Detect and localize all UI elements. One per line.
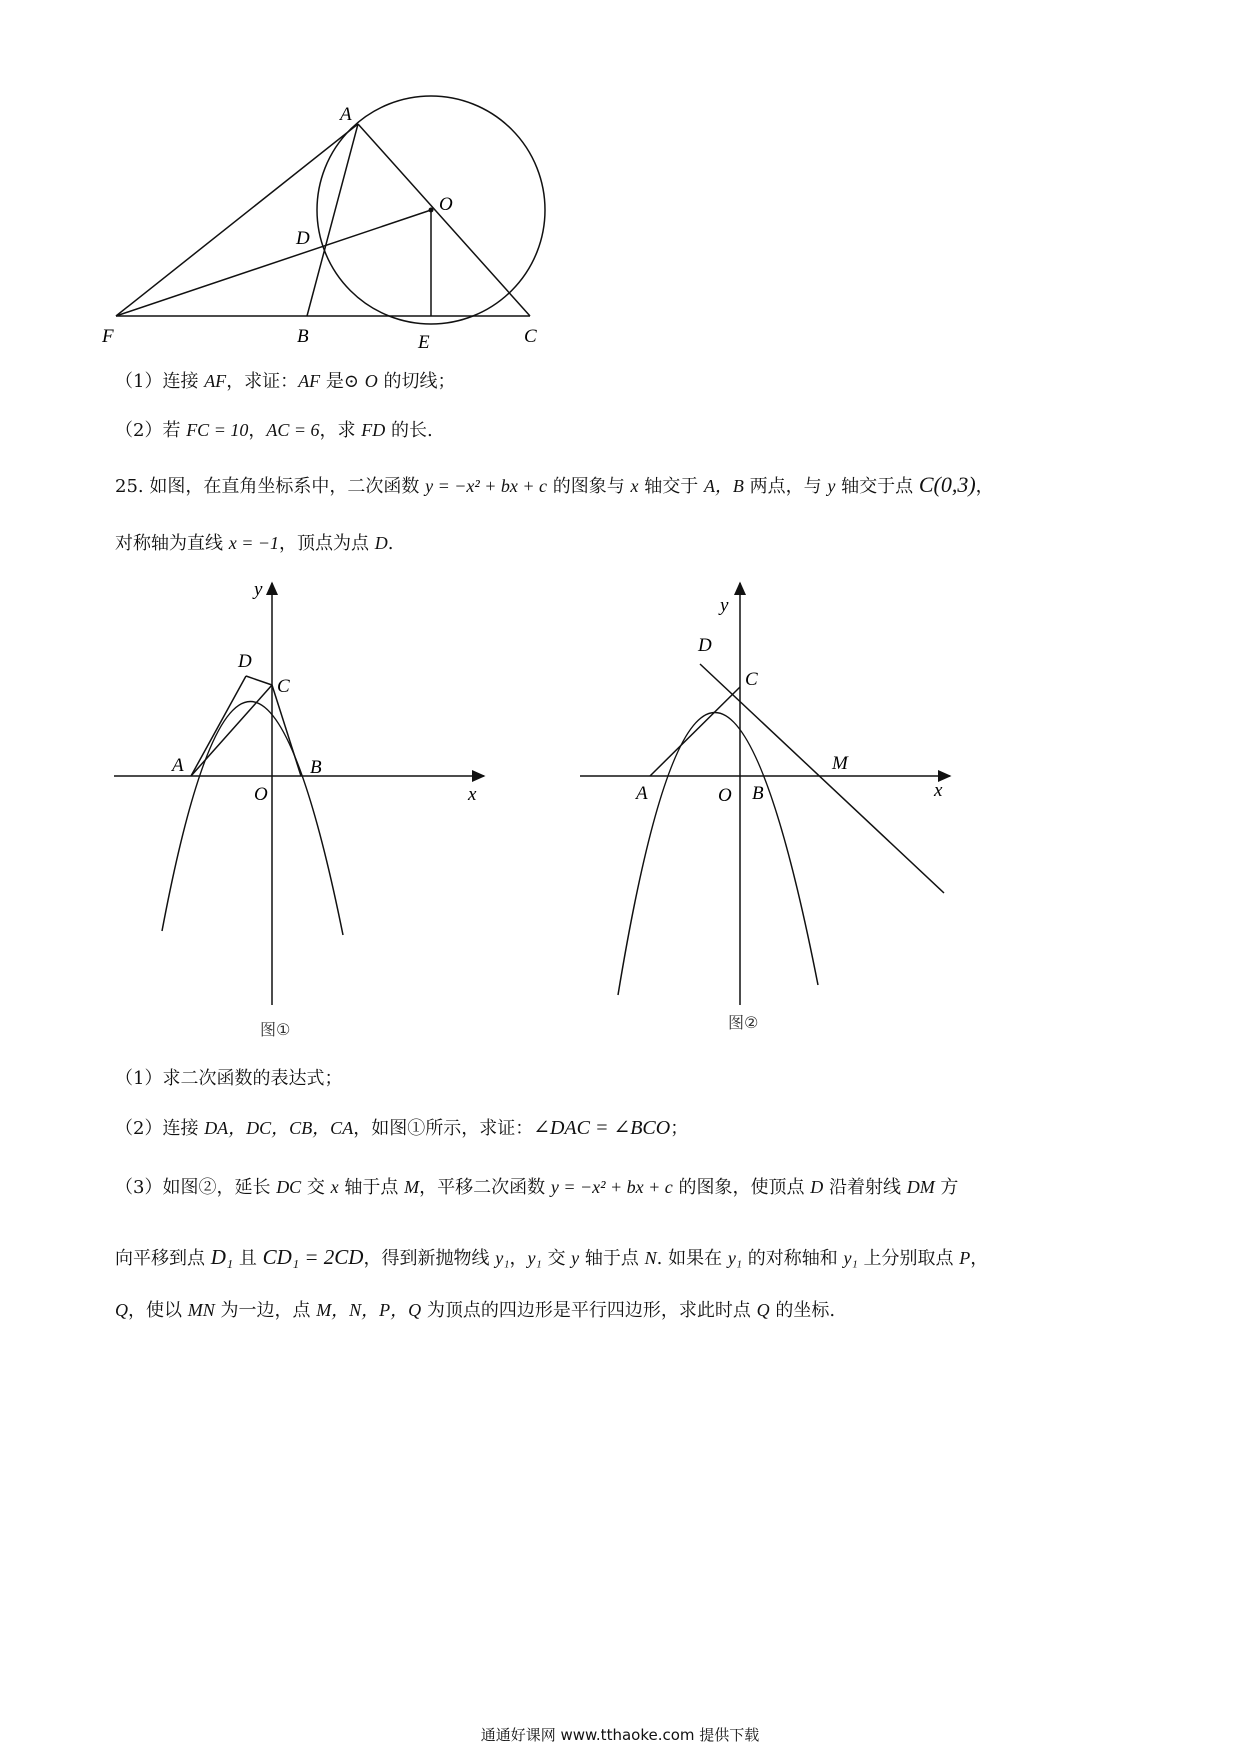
math: y₁ [727,1248,743,1268]
text: 的图象与 [547,476,631,497]
text: 的对称轴和 [742,1248,844,1269]
fig1-label-d: D [238,651,252,672]
text: ，平移二次函数 [419,1177,551,1198]
math: C(0,3) [918,472,976,497]
label-a: A [340,104,352,125]
fig1-label-b: B [310,757,322,778]
math: DC [276,1177,302,1197]
math: AC = 6 [266,420,320,440]
q25-stem-line2 [115,530,394,557]
text: 向平移到点 [115,1248,211,1269]
text: （1）求二次函数的表达式； [115,1068,343,1089]
text: 是⊙ [320,371,365,392]
math: A，B [703,476,744,496]
math: y₁ [495,1248,510,1268]
fig2-label-o: O [718,785,732,806]
q24-part2 [115,417,433,444]
q25-part1 [115,1066,342,1092]
circle-tangent-figure [100,90,560,360]
text: ，求证： [226,371,299,392]
text: （1）连接 [115,371,205,392]
segment-ac [358,124,530,316]
fig1-label-y: y [254,579,263,600]
label-o: O [439,194,453,215]
math: x [330,1177,339,1197]
text: ， [248,420,267,441]
math: CD₁ = 2CD [262,1245,364,1269]
q25-part2 [115,1115,688,1142]
text: （3）如图②，延长 [115,1177,277,1198]
math: x [630,476,639,496]
figure-2-parabola [570,575,980,1045]
fig2-label-a: A [636,783,648,804]
text: 的长. [385,420,433,441]
text: 对称轴为直线 [115,533,229,554]
label-c: C [524,326,537,347]
math: x = −1 [228,533,280,553]
text: ， [975,476,994,497]
fig2-label-x: x [934,780,943,801]
math: D [810,1177,824,1197]
text: 的切线； [377,371,456,392]
text: 25. 如图，在直角坐标系中，二次函数 [115,476,426,497]
math: y [827,476,836,496]
text: ，求 [319,420,362,441]
segment-da [191,676,246,776]
fig2-label-d: D [698,635,712,656]
text: 交 [541,1248,572,1269]
segment-ca [191,685,272,776]
segment-dc [246,676,272,685]
math: D₁ [210,1245,234,1269]
q25-stem-line1 [115,472,994,500]
text: 轴交于 [638,476,704,497]
math: AF [298,371,321,391]
text: . [387,533,394,554]
math: DM [906,1177,935,1197]
segment-fo [116,210,431,316]
segment-cb [272,685,301,776]
text: （2）连接 [115,1118,205,1139]
q24-part1 [115,368,455,395]
label-b: B [297,326,309,347]
text: 方 [934,1177,959,1198]
math: y₁ [527,1248,542,1268]
math: AF [204,371,227,391]
math: FD [361,420,386,440]
math: M，N，P，Q [316,1300,422,1320]
fig1-label-a: A [172,755,184,776]
math: FC = 10 [186,420,249,440]
segment-fa [116,124,358,316]
math: M [404,1177,420,1197]
fig1-label-x: x [468,784,477,805]
text: ，使以 [128,1300,188,1321]
figure-1-parabola [100,575,500,1045]
text: 轴于点 [338,1177,405,1198]
page-footer: 通通好课网 www.tthaoke.com 提供下载 [480,1726,760,1744]
text: 沿着射线 [823,1177,907,1198]
math: N [644,1248,657,1268]
math: D [374,533,388,553]
math: y₁ [843,1248,858,1268]
text: 轴于点 [579,1248,645,1269]
math: y [571,1248,580,1268]
text: 的坐标. [769,1300,836,1321]
text: 交 [301,1177,331,1198]
ray-dm [700,664,944,893]
fig1-label-c: C [277,676,290,697]
math: ∠DAC = ∠BCO [533,1117,671,1139]
segment-ac [650,687,740,776]
math: y = −x² + bx + c [550,1177,673,1197]
label-f: F [102,326,114,347]
math: Q [115,1300,128,1320]
text: 轴交于点 [835,476,919,497]
text: ，如图①所示，求证： [353,1118,534,1139]
center-dot [429,208,434,213]
fig2-label-b: B [752,783,764,804]
fig2-caption: 图② [728,1013,759,1032]
q25-part3-line3 [115,1297,835,1324]
label-e: E [418,332,430,353]
math: Q [756,1300,770,1320]
fig1-caption: 图① [260,1020,291,1039]
label-d: D [296,228,310,249]
text: ； [670,1118,689,1139]
text: 上分别取点 [857,1248,960,1269]
text: （2）若 [115,420,187,441]
fig1-label-o: O [254,784,268,805]
text: . 如果在 [656,1248,728,1269]
text: ，顶点为点 [279,533,375,554]
text: 为顶点的四边形是平行四边形，求此时点 [421,1300,757,1321]
math: DA，DC，CB，CA [204,1118,354,1138]
text: ， [509,1248,528,1269]
text: ， [970,1248,989,1269]
math: MN [187,1300,215,1320]
math: P [959,1248,971,1268]
q25-part3-line2 [115,1244,988,1272]
text: 两点，与 [743,476,828,497]
fig2-label-c: C [745,669,758,690]
parabola-2 [618,712,818,995]
math: y = −x² + bx + c [425,476,548,496]
text: ，得到新抛物线 [363,1248,496,1269]
math: O [364,371,378,391]
parabola-1 [162,701,343,935]
fig2-label-y: y [720,595,729,616]
text: 的图象，使顶点 [672,1177,811,1198]
text: 为一边，点 [214,1300,317,1321]
q25-part3-line1 [115,1174,958,1201]
text: 且 [233,1248,263,1269]
fig2-label-m: M [832,753,848,774]
